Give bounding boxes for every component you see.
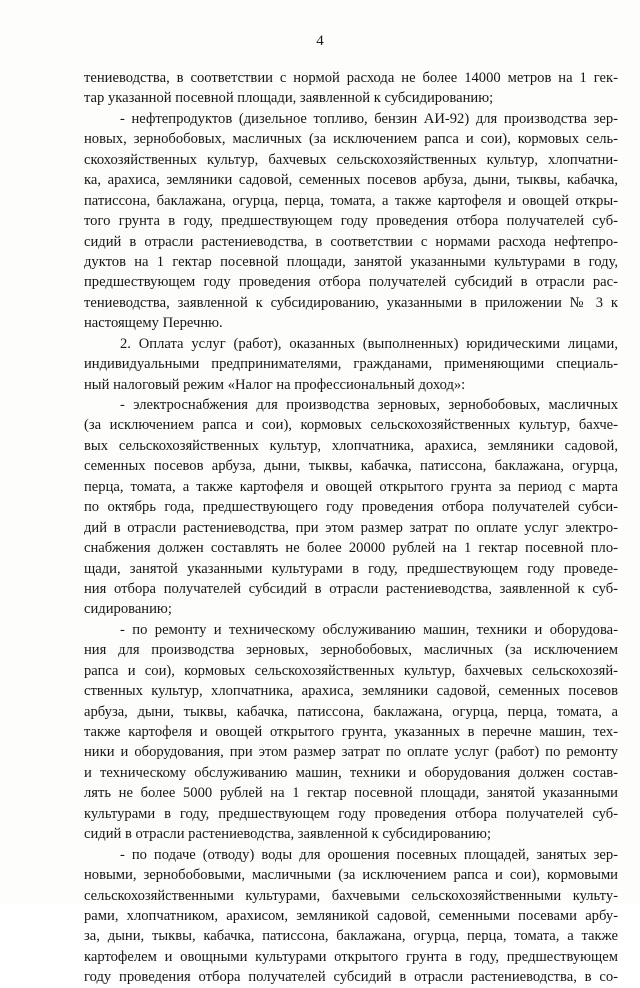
text-line: - по подаче (отводу) воды для орошения посевных площадей, занятых зер- xyxy=(120,846,618,863)
text-line: по октябрь года, предшествующего году проведения отбора получателей субси- xyxy=(84,499,618,516)
text-line: тениеводства, заявленной к субсидированию, указанными в приложении № 3 к xyxy=(84,294,618,311)
text-line: - нефтепродуктов (дизельное топливо, бензин АИ-92) для производства зер- xyxy=(120,110,618,127)
text-line: снабжения должен составлять не более 20000 рублей на 1 гектар посевной пло- xyxy=(84,540,618,557)
text-line: индивидуальными предпринимателями, гражданами, применяющими специаль- xyxy=(84,356,618,373)
text-line: щади, занятой указанными культурами в году, предшествующем году проведе- xyxy=(84,560,618,577)
text-line: семенных посевов арбуза, дыни, тыквы, кабачка, патиссона, баклажана, огурца, xyxy=(84,458,618,475)
text-line: и техническому обслуживанию машин, техники и оборудования должен состав- xyxy=(84,764,618,781)
text-line: новых, зернобобовых, масличных (за исключением рапса и сои), кормовых сель- xyxy=(84,131,618,148)
text-line: тениеводства, в соответствии с нормой расхода не более 14000 метров на 1 гек- xyxy=(84,70,618,86)
text-line: скохозяйственных культур, бахчевых сельскохозяйственных культур, хлопчатни- xyxy=(84,151,618,168)
text-line: (за исключением рапса и сои), кормовых сельскохозяйственных культур, бахче- xyxy=(84,417,618,434)
text-line: сидий в отрасли растениеводства, в соответствии с нормами расхода нефтепро- xyxy=(84,233,618,250)
text-line: того грунта в году, предшествующем году проведения отбора получателей суб- xyxy=(84,213,618,230)
text-line: году проведения отбора получателей субсидий в отрасли растениеводства, в со- xyxy=(84,969,618,986)
text-line: перца, томата, а также картофеля и овощей открытого грунта за период с марта xyxy=(84,478,618,495)
text-line: культурами в году, предшествующем году проведения отбора получателей суб- xyxy=(84,805,618,822)
text-line: ка, арахиса, земляники садовой, семенных посевов арбуза, дыни, тыквы, кабачка, xyxy=(84,172,618,189)
text-line: дуктов на 1 гектар посевной площади, занятой указанными культурами в году, xyxy=(84,253,618,270)
text-line: 2. Оплата услуг (работ), оказанных (выполненных) юридическими лицами, xyxy=(120,335,618,352)
text-line: патиссона, баклажана, огурца, перца, томата, а также картофеля и овощей откры- xyxy=(84,192,618,209)
text-line: ния для производства зерновых, зернобобовых, масличных (за исключением xyxy=(84,642,618,659)
text-line: также картофеля и овощей открытого грунта, указанных в перечне машин, тех- xyxy=(84,724,618,740)
document-body xyxy=(84,68,618,988)
text-line: лять не более 5000 рублей на 1 гектар посевной площади, занятой указанными xyxy=(84,785,618,802)
text-line: ственных культур, хлопчатника, арахиса, земляники садовой, семенных посевов xyxy=(84,683,618,700)
text-line: рами, хлопчатником, арахисом, земляникой садовой, семенными посевами арбу- xyxy=(84,907,618,924)
text-line: настоящему Перечню. xyxy=(84,315,223,332)
text-line: предшествующем году проведения отбора получателей субсидий в отрасли рас- xyxy=(84,274,618,291)
text-line: дий в отрасли растениеводства, при этом размер затрат по оплате услуг электро- xyxy=(84,519,618,536)
text-line: ный налоговый режим «Налог на профессиональный доход»: xyxy=(84,376,466,393)
text-line: - электроснабжения для производства зерновых, зернобобовых, масличных xyxy=(120,397,618,413)
page-number: 4 xyxy=(316,33,324,49)
text-line: сидированию; xyxy=(84,601,172,618)
text-line: новыми, зернобобовыми, масличными (за исключением рапса и сои), кормовыми xyxy=(84,867,618,884)
text-line: рапса и сои), кормовых сельскохозяйственных культур, бахчевых сельскохозяй- xyxy=(84,662,618,679)
text-line: ники и оборудования, при этом размер затрат по оплате услуг (работ) по ремонту xyxy=(84,744,618,761)
text-line: вых сельскохозяйственных культур, хлопчатника, арахиса, земляники садовой, xyxy=(84,437,618,454)
text-line: сидий в отрасли растениеводства, заявленной к субсидированию; xyxy=(84,826,492,843)
text-line: ния отбора получателей субсидий в отрасли растениеводства, заявленной к суб- xyxy=(84,580,618,597)
text-line: тар указанной посевной площади, заявленной к субсидированию; xyxy=(84,90,494,107)
text-line: - по ремонту и техническому обслуживанию машин, техники и оборудова- xyxy=(120,621,618,638)
text-line: за, дыни, тыквы, кабачка, патиссона, баклажана, огурца, перца, томата, а также xyxy=(84,928,618,945)
text-line: картофелем и овощными культурами открытого грунта в году, предшествующем xyxy=(84,948,618,965)
text-line: сельскохозяйственными культурами, бахчевыми сельскохозяйственными культу- xyxy=(84,887,618,904)
text-line: арбуза, дыни, тыквы, кабачка, патиссона, баклажана, огурца, перца, томата, а xyxy=(84,703,618,720)
